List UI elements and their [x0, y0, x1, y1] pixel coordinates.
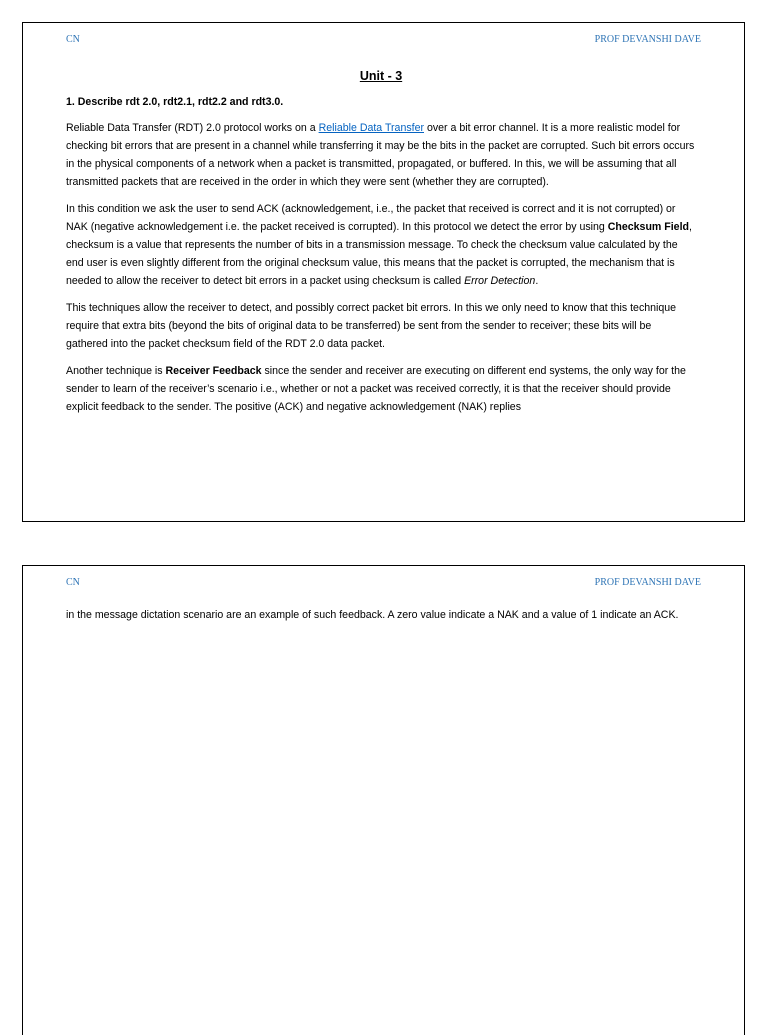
error-detection-term: Error Detection	[464, 275, 536, 287]
document-page-1	[22, 22, 745, 522]
paragraph-1-text-b: over a bit error channel. It is a more realistic model for checking bit errors that are present in a channel while transferring it may be the bits in the packet are corrupted. Such bit errors occurs in the physical components of a network when a packet is transmitted, propagated, or buffered. In this, we will be assuming that all transmitted packets that are received in the order in which they were sent (whether they are corrupted).	[66, 122, 695, 188]
reliable-data-transfer-link[interactable]: Reliable Data Transfer	[318, 122, 424, 134]
paragraph-2	[66, 200, 696, 290]
header-author: PROF DEVANSHI DAVE	[594, 577, 701, 588]
paragraph-2-text-a: In this condition we ask the user to send ACK (acknowledgement, i.e., the packet that received is correct and it is not corrupted) or NAK (negative acknowledgement i.e. the packet received is corrupted). In this protocol we detect the error by using	[66, 203, 676, 233]
checksum-field-term: Checksum Field	[607, 221, 689, 233]
page-content	[66, 606, 696, 633]
page-content	[66, 67, 696, 425]
header-author: PROF DEVANSHI DAVE	[594, 34, 701, 45]
page-header	[66, 34, 701, 45]
paragraph-continued: in the message dictation scenario are an example of such feedback. A zero value indicate a NAK and a value of 1 indicate an ACK.	[66, 609, 679, 621]
document-page-2	[22, 565, 745, 1035]
paragraph-1-text-a: Reliable Data Transfer (RDT) 2.0 protocol works on a	[66, 122, 319, 134]
paragraph-4-text-a: Another technique is	[66, 365, 166, 377]
paragraph-4-text-b: since the sender and receiver are executing on different end systems, the only way for the sender to learn of the receiver’s scenario i.e., whether or not a packet was received correctly, it is that the receiver should provide explicit feedback to the sender. The positive (ACK) and negative acknowledgement (NAK) replies	[66, 365, 686, 413]
paragraph-1	[66, 119, 696, 191]
page-header	[66, 577, 701, 588]
header-subject: CN	[66, 34, 80, 45]
paragraph-3: This techniques allow the receiver to detect, and possibly correct packet bit errors. In this we only need to know that this technique require that extra bits (beyond the bits of original data to be transferred) be sent from the sender to receiver; these bits will be gathered into the packet checksum field of the RDT 2.0 data packet.	[66, 302, 677, 350]
receiver-feedback-term: Receiver Feedback	[165, 365, 262, 377]
question-heading: 1. Describe rdt 2.0, rdt2.1, rdt2.2 and rdt3.0.	[66, 96, 284, 108]
paragraph-2-text-c: .	[535, 275, 539, 287]
paragraph-2-text-b: , checksum is a value that represents the number of bits in a transmission message. To check the checksum value calculated by the end user is even slightly different from the original checksum value, this means that the packet is corrupted, the mechanism that is needed to allow the receiver to detect bit errors in a packet using checksum is called	[66, 221, 692, 287]
paragraph-4	[66, 362, 696, 416]
header-subject: CN	[66, 577, 80, 588]
unit-title: Unit - 3	[359, 69, 403, 83]
